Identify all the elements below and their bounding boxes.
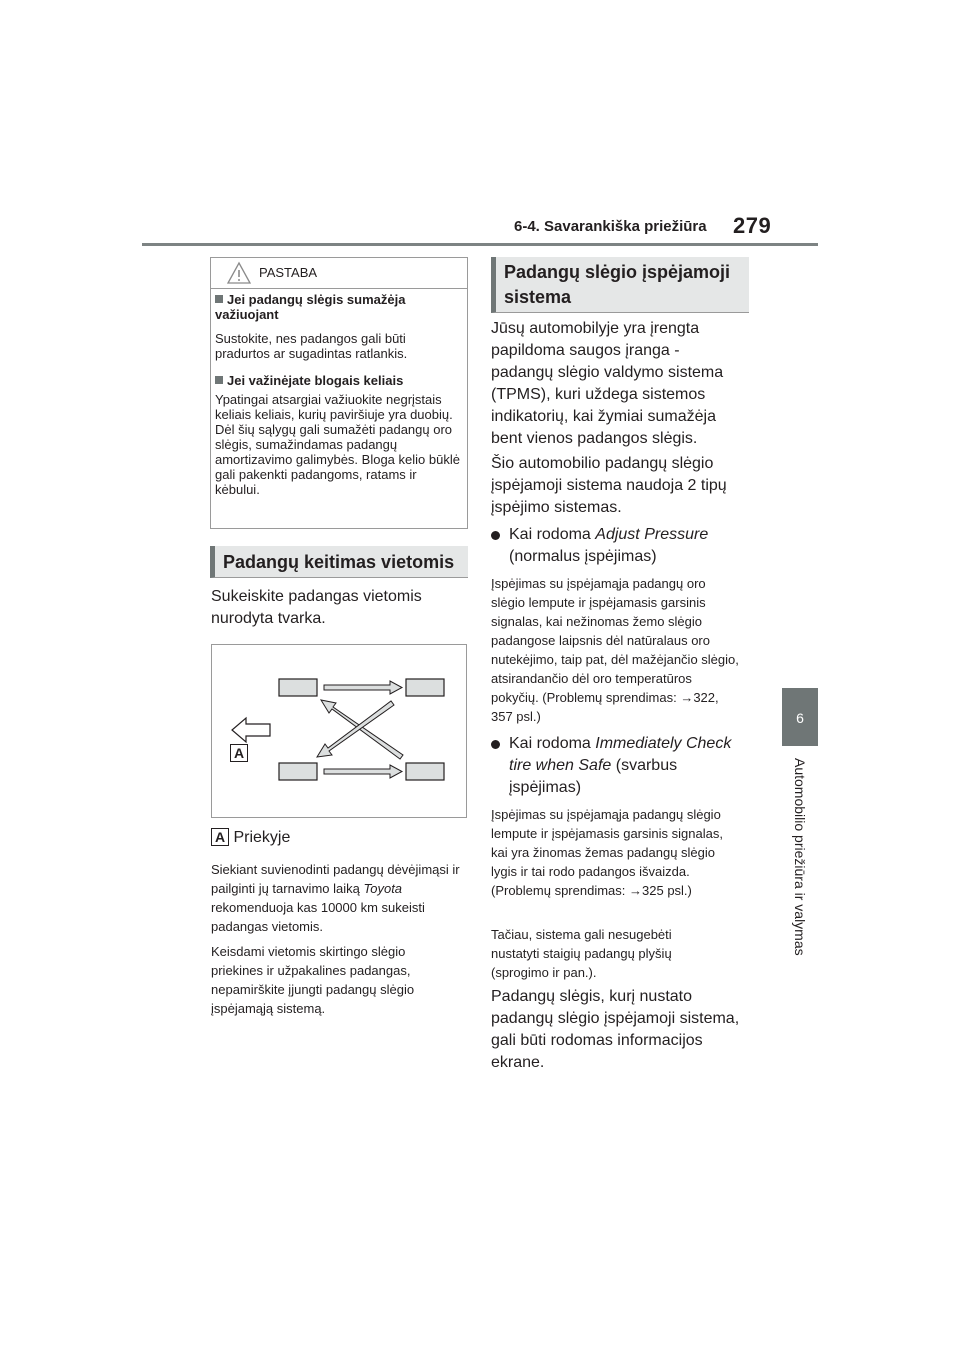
tire-rear-left	[279, 763, 317, 780]
tire-rear-right	[406, 763, 444, 780]
tpms-bullet-2-description: Įspėjimas su įspėjamąja padangų slėgio lempute ir įspėjamasis garsinis signalas, kai yra žinomas žemas padangų slėgio lygis ir tai rodo padangos išvaizda. (Problemų sprendimas: →325 psl.)	[491, 807, 723, 898]
tpms-paragraph-4: Padangų slėgis, kurį nustato padangų slėgio įspėjamoji sistema, gali būti rodomas informacijos ekrane.	[491, 988, 740, 1071]
brand-name: Toyota	[363, 881, 403, 896]
page-reference-link[interactable]: →325 psl.)	[629, 883, 692, 898]
rotation-paragraph-1: Siekiant suvienodinti padangų dėvėjimąsi ir pailginti jų tarnavimo laiką Toyota rekomenduoja kas 10000 km sukeisti padangas vietomis.	[211, 862, 460, 934]
notice-text-2: Ypatingai atsargiai važiuokite negrįstais keliais keliais, kurių paviršiuje yra duobių. Dėl šių sąlygų gali sumažėti padangų oro slėgis, sumažindamas padangų amortizavimo galimybės. Bloga kelio būklė gali pakenkti padangoms, ratams ir kėbului.	[215, 392, 460, 497]
diagram-label-a: A	[230, 744, 248, 762]
tire-front-right	[406, 679, 444, 696]
section-title: 6-4. Savarankiška priežiūra	[514, 218, 707, 235]
rotation-diagram	[211, 644, 467, 818]
legend-label-a: A	[211, 828, 229, 846]
tpms-bullet-1-description: Įspėjimas su įspėjamąja padangų oro slėgio lempute ir įspėjamasis garsinis signalas, kai nežinomas žemo slėgio padangose laipsnis dėl natūralaus oro nutekėjimo, taip pat, dėl mažėjančio slėgio, atsirandančio dėl oro temperatūros pokyčių. (Problemų sprendimas: →322, 357 psl.)	[491, 576, 739, 724]
arrow-front-icon	[324, 681, 402, 694]
arrow-rear-icon	[324, 765, 402, 778]
square-bullet-icon	[215, 376, 223, 384]
warning-icon	[226, 261, 252, 285]
notice-text-1: Sustokite, nes padangos gali būti pradurtos ar sugadintas ratlankis.	[215, 331, 408, 361]
page-reference-link[interactable]: →322, 357 psl.)	[491, 690, 719, 724]
legend-text: Priekyje	[233, 829, 291, 846]
section-heading-tpms: Padangų slėgio įspėjamoji sistema	[491, 257, 749, 313]
tpms-bullet-2: Kai rodoma Immediately Check tire when Safe (svarbus įspėjimas)	[491, 733, 741, 799]
rotation-paragraph-2: Keisdami vietomis skirtingo slėgio priekines ir užpakalines padangas, nepamirškite įjungti padangų slėgio įspėjamąją sistemą.	[211, 944, 415, 1016]
notice-label: PASTABA	[259, 265, 318, 280]
section-heading-rotation: Padangų keitimas vietomis	[210, 546, 468, 578]
tire-front-left	[279, 679, 317, 696]
tpms-paragraph-2: Šio automobilio padangų slėgio įspėjamoji sistema naudoja 2 tipų įspėjimo sistemas.	[491, 455, 727, 516]
arrow-diagonal-up-icon	[321, 700, 403, 759]
square-bullet-icon	[215, 295, 223, 303]
bullet-icon	[491, 531, 500, 540]
tpms-paragraph-1: Jūsų automobilyje yra įrengta papildoma saugos įranga - padangų slėgio valdymo sistema (TPMS), kuri uždega sistemos indikatorių, kai žymiai sumažėja bent vienos padangos slėgis.	[491, 320, 724, 447]
diagram-legend	[211, 827, 290, 849]
page-number: 279	[733, 213, 772, 238]
notice-heading-2: Jei važinėjate blogais keliais	[215, 373, 403, 388]
notice-box	[210, 257, 468, 529]
rotation-intro: Sukeiskite padangas vietomis nurodyta tvarka.	[211, 588, 422, 627]
tpms-paragraph-3: Tačiau, sistema gali nesugebėti nustatyti staigių padangų plyšių (sprogimo ir pan.).	[491, 927, 672, 980]
chapter-number: 6	[796, 710, 804, 726]
notice-heading-1: Jei padangų slėgis sumažėja važiuojant	[215, 292, 406, 322]
tpms-bullet-1: Kai rodoma Adjust Pressure (normalus įspėjimas)	[491, 524, 741, 568]
bullet-icon	[491, 740, 500, 749]
notice-header	[211, 258, 467, 289]
chapter-title: Automobilio priežiūra ir valymas	[792, 758, 808, 956]
front-direction-arrow-icon	[232, 718, 270, 742]
header-rule	[142, 243, 818, 246]
rotation-diagram-graphic	[212, 645, 466, 817]
chapter-tab[interactable]	[782, 688, 818, 746]
